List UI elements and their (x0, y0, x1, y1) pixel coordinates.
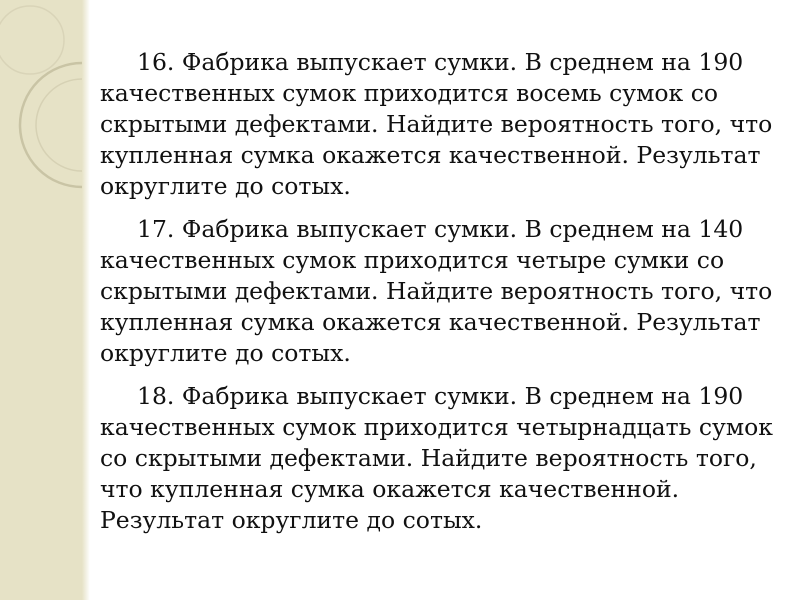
decorative-ring-large (20, 63, 90, 187)
problem-16-paragraph: 16. Фабрика выпускает сумки. В среднем на 190 качественных сумок приходится восемь сумок со скрытыми дефектами. Найдите вероятность того, что купленная сумка окажется качественной. Результат округлите до сотых. (100, 48, 773, 200)
decorative-ring-outer (0, 6, 64, 74)
slide-text-body (100, 47, 780, 548)
problem-18-paragraph: 18. Фабрика выпускает сумки. В среднем на 190 качественных сумок приходится четырнадцать сумок со скрытыми дефектами. Найдите вероятность того, что купленная сумка окажется качественной. Результат округлите до сотых. (100, 382, 773, 534)
decorative-rings-graphic (0, 0, 90, 600)
side-band-edge (82, 0, 90, 600)
decorative-side-band (0, 0, 90, 600)
problem-17-paragraph: 17. Фабрика выпускает сумки. В среднем на 140 качественных сумок приходится четыре сумки со скрытыми дефектами. Найдите вероятность того, что купленная сумка окажется качественной. Результат округлите до сотых. (100, 215, 773, 367)
